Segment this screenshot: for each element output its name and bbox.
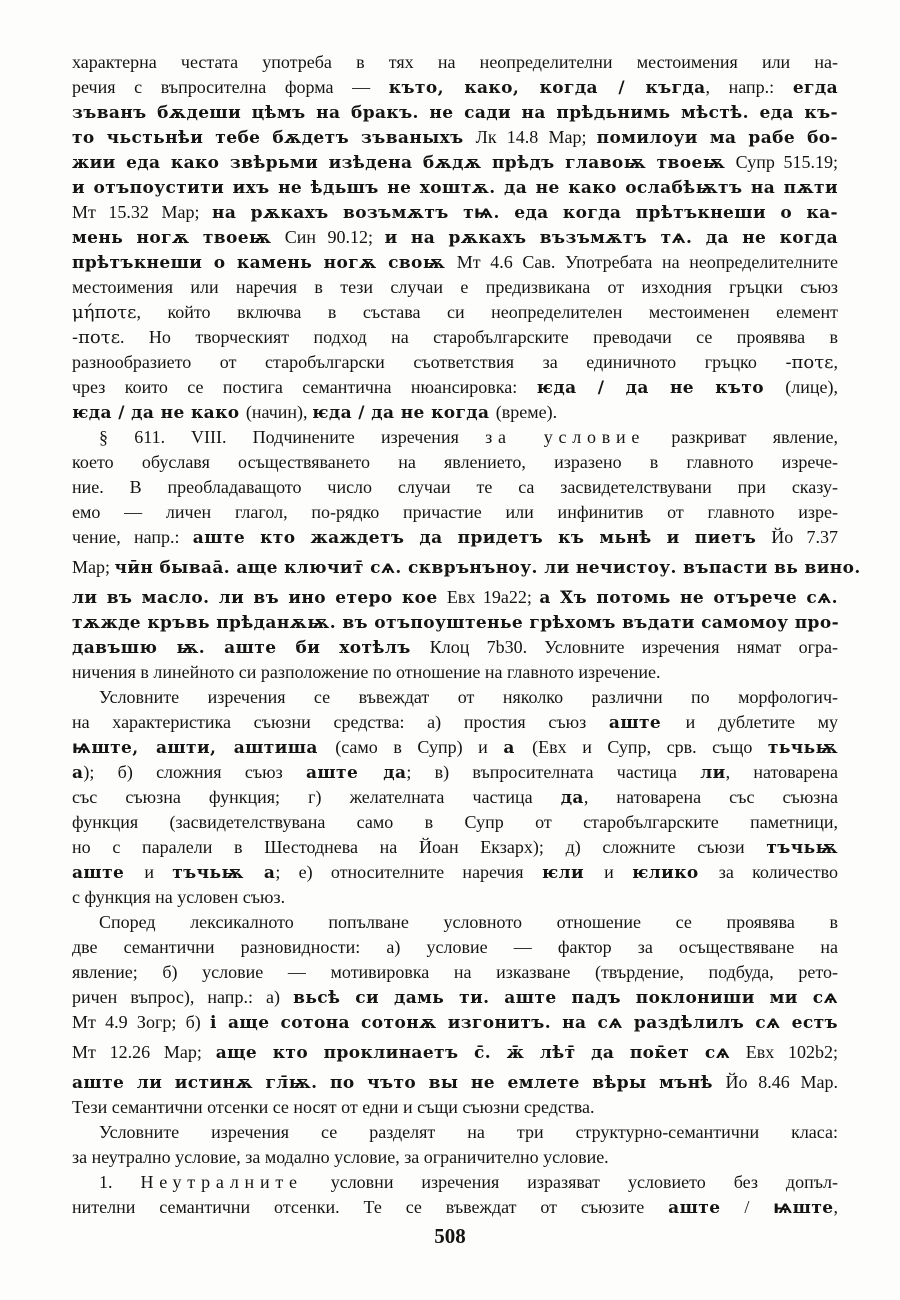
old-bulgarian-quote: егда (792, 78, 838, 98)
body-text: и (144, 862, 173, 882)
body-text: (само в Супр) и (335, 737, 504, 757)
body-text: ничения в линейното си разположение по отношение на главното изречение. (72, 662, 661, 682)
text-line (72, 1195, 838, 1220)
old-bulgarian-quote: жии еда како звѣрьми изѣдена бѫдѫ прѣдъ главоѭ твоеѭ (72, 153, 736, 173)
old-bulgarian-quote: чӣн бываа̄. аще ключит̄ сѧ. скврънъноу. ли нечистоу. въпасти вь вино. (114, 558, 861, 578)
body-text: , натоварена (725, 762, 838, 782)
text-line (72, 525, 838, 550)
old-bulgarian-quote: аште да (305, 763, 407, 783)
old-bulgarian-quote: аще кто проклинаетъ с̄. ж̄ лѣт̄ да пок̄ет сѧ (215, 1043, 746, 1063)
old-bulgarian-quote: мень ногѫ твоеѭ (72, 228, 285, 248)
text-line (72, 175, 838, 200)
body-text: Условните изречения се въвеждат от няколко различни по морфологич- (99, 687, 838, 707)
body-text: Евх 19а22; (446, 587, 540, 607)
text-line (72, 935, 838, 960)
text-line (72, 375, 838, 400)
body-text: , напр.: (705, 77, 793, 97)
body-text: Условните изречения се разделят на три структурно-семантични класа: (99, 1122, 838, 1142)
body-text: функция (засвидетелствувана само в Супр от старобългарските паметници, (72, 812, 838, 832)
text-line (72, 785, 838, 810)
text-line (72, 685, 838, 710)
body-text: чение, напр.: (72, 527, 193, 547)
text-line (72, 500, 838, 525)
body-text: Супр 515.19; (735, 152, 838, 172)
body-text: с функция на условен съюз. (72, 887, 286, 907)
text-line (72, 835, 838, 860)
emphasized-term: за условие (485, 427, 646, 447)
text-line (72, 450, 838, 475)
body-text: нителни семантични отсенки. Те се въвеждат от съюзите (72, 1197, 669, 1217)
body-text: , който включва в състава си неопределителен местоименен елемент (136, 302, 838, 322)
old-bulgarian-quote: вьсѣ си дамь ти. аште падъ поклониши ми сѧ (293, 988, 839, 1008)
old-bulgarian-quote: тьчьѭ (767, 738, 839, 758)
body-text: разнообразието от старобългарски съответствия за единичното гръцко (72, 352, 786, 372)
old-bulgarian-quote: тъчьѭ а (172, 863, 276, 883)
body-text: Тези семантични отсенки се носят от едни и същи съюзни средства. (72, 1097, 595, 1117)
old-bulgarian-quote: а (72, 763, 84, 783)
page-text (72, 50, 861, 1220)
old-bulgarian-quote: аште (72, 863, 145, 883)
old-bulgarian-quote: и отъпоустити ихъ не ѣдьшъ не хоштѫ. да не како ослабѣѭтъ на пѫти (72, 178, 838, 198)
body-text: и (604, 862, 633, 882)
body-text: / (720, 1197, 774, 1217)
old-bulgarian-quote: аште (668, 1198, 721, 1218)
text-line (72, 225, 838, 250)
old-bulgarian-quote: и на рѫкахъ възъмѫтъ тѧ. да не когда (384, 228, 838, 248)
body-text: Според лексикалното попълване условното отношение се проявява в (99, 912, 838, 932)
text-line (72, 735, 838, 760)
body-text: което обуславя осъществяването на явлението, изразено в главното изрече- (72, 452, 838, 472)
text-line (72, 50, 838, 75)
body-text: разкриват явление, (645, 427, 838, 447)
text-line (72, 960, 838, 985)
text-line (72, 1010, 838, 1035)
text-line (72, 760, 838, 785)
body-text: ; в) въпросителната частица (406, 762, 701, 782)
text-line (72, 1040, 838, 1065)
body-text: Мт 4.9 Зогр; б) (72, 1012, 211, 1032)
old-bulgarian-quote: ѥда / да не когда (312, 403, 496, 423)
emphasized-term: Неутралните (140, 1172, 303, 1192)
old-bulgarian-quote: а (503, 738, 533, 758)
body-text: характерна честата употреба в тях на неопределителни местоимения или на- (72, 52, 838, 72)
text-line (72, 610, 838, 635)
text-line (72, 125, 838, 150)
body-text: , (833, 1197, 838, 1217)
text-line (72, 300, 838, 325)
text-line (72, 985, 838, 1010)
old-bulgarian-quote: ли (700, 763, 726, 783)
body-text: Йо 8.46 Мар. (725, 1072, 838, 1092)
body-text: но с паралели в Шестоднева на Йоан Екзарх); д) сложните съюзи (72, 837, 767, 857)
old-bulgarian-quote: то чьстьнѣи тебе бѫдетъ зъваныхъ (72, 128, 476, 148)
text-line (72, 100, 838, 125)
text-line (72, 660, 838, 685)
old-bulgarian-quote: і аще сотона сотонѫ изгонитъ. на сѧ раздѣлилъ сѧ естъ (210, 1013, 838, 1033)
old-bulgarian-quote: аште (608, 713, 686, 733)
body-text: Клоц 7b30. Условните изречения нямат огра- (429, 637, 838, 657)
old-bulgarian-quote: къто, како, когда / къгда (388, 78, 706, 98)
old-bulgarian-quote: тѫжде кръвь прѣданѫѭ. въ отъпоуштенье грѣхомъ въдати самомоу про- (72, 613, 840, 633)
text-line (72, 475, 838, 500)
text-line (72, 1120, 838, 1145)
greek-term: μήποτε (72, 302, 137, 323)
old-bulgarian-quote: да (560, 788, 584, 808)
old-bulgarian-quote: ли въ масло. ли въ ино етеро кое (72, 588, 447, 608)
body-text: Мт 12.26 Мар; (72, 1042, 216, 1062)
body-text: със съюзна функция; г) желателната частица (72, 787, 561, 807)
body-text: (начин), (245, 402, 313, 422)
body-text: Мар; (72, 557, 115, 577)
body-text: чрез които се постига семантична нюансировка: (72, 377, 537, 397)
body-text: § 611. VIII. Подчинените изречения (99, 427, 486, 447)
text-line (72, 400, 838, 425)
body-text: явление; б) условие — мотивировка на изказване (твърдение, подбуда, рето- (72, 962, 838, 982)
text-line (72, 250, 838, 275)
body-text: Лк 14.8 Мар; (475, 127, 597, 147)
text-line (72, 1145, 838, 1170)
text-line (72, 200, 838, 225)
text-line (72, 425, 838, 450)
body-text: на характеристика съюзни средства: а) простия съюз (72, 712, 609, 732)
body-text: местоимения или наречия в тези случаи е предизвикана от изходния гръцки съюз (72, 277, 838, 297)
old-bulgarian-quote: аште кто жаждетъ да придетъ къ мьнѣ и пиетъ (192, 528, 772, 548)
text-line (72, 275, 838, 300)
text-line (72, 860, 838, 885)
text-line (72, 150, 838, 175)
text-line (72, 810, 838, 835)
text-line (72, 75, 838, 100)
body-text: , (833, 352, 838, 372)
old-bulgarian-quote: тъчьѭ (766, 838, 838, 858)
greek-term: -ποτε (72, 327, 121, 348)
body-text: 1. (99, 1172, 141, 1192)
old-bulgarian-quote: давъшю ѭ. аште би хотѣлъ (72, 638, 430, 658)
old-bulgarian-quote: прѣтъкнеши о камень ногѫ своѭ (72, 253, 457, 273)
body-text: Мт 4.6 Сав. Употребата на неопределителните (456, 252, 838, 272)
body-text: (Евх и Супр, срв. също (532, 737, 768, 757)
text-line (72, 585, 838, 610)
old-bulgarian-quote: зъванъ бѫдеши цѣмъ на бракъ. не сади на прѣдьнимь мѣстѣ. еда къ- (72, 103, 838, 123)
text-line (72, 710, 838, 735)
body-text: за количество (718, 862, 839, 882)
old-bulgarian-quote: ѥда / да не како (72, 403, 246, 423)
text-line (72, 325, 838, 350)
old-bulgarian-quote: ѩште (773, 1198, 834, 1218)
page-number: 508 (434, 1224, 466, 1248)
body-text: емо — личен глагол, по-рядко причастие или инфинитив от главното изре- (72, 502, 838, 522)
text-line (72, 885, 838, 910)
body-text: Мт 15.32 Мар; (72, 202, 213, 222)
body-text: (време). (495, 402, 558, 422)
old-bulgarian-quote: ѥли (541, 863, 605, 883)
body-text: ; е) относителните наречия (275, 862, 542, 882)
text-line (72, 635, 838, 660)
body-text: Син 90.12; (284, 227, 385, 247)
text-line (72, 1070, 838, 1095)
body-text: и дублетите му (685, 712, 839, 732)
greek-term: -ποτε (785, 352, 834, 373)
old-bulgarian-quote: на рѫкахъ возъмѫтъ тѩ. еда когда прѣтъкнеши о ка- (212, 203, 838, 223)
text-line (72, 1095, 838, 1120)
old-bulgarian-quote: ѥда / да не къто (536, 378, 786, 398)
old-bulgarian-quote: ѥлико (632, 863, 719, 883)
old-bulgarian-quote: помилоуи ма рабе бо- (596, 128, 839, 148)
body-text: ние. В преобладаващото число случаи те са засвидетелствувани при сказу- (72, 477, 838, 497)
body-text: ричен въпрос), напр.: а) (72, 987, 294, 1007)
old-bulgarian-quote: ѩште, ашти, аштиша (72, 738, 336, 758)
old-bulgarian-quote: а Х̄ъ потомь не отърече сѧ. (539, 588, 838, 608)
body-text: . Но творческият подход на старобългарските преводачи се проявява в (120, 327, 838, 347)
body-text: , натоварена със съюзна (583, 787, 838, 807)
body-text: (лице), (785, 377, 839, 397)
body-text: Евх 102b2; (745, 1042, 839, 1062)
body-text: речия с въпросителна форма — (72, 77, 389, 97)
text-line (72, 910, 838, 935)
text-line (72, 350, 838, 375)
body-text: ); б) сложния съюз (83, 762, 306, 782)
body-text: условни изречения изразяват условието без допъл- (302, 1172, 839, 1192)
body-text: Йо 7.37 (771, 527, 838, 547)
body-text: за неутрално условие, за модално условие, за ограничително условие. (72, 1147, 609, 1167)
text-line (72, 555, 861, 580)
old-bulgarian-quote: аште ли истинѫ гл̄ѭ. по чъто вы не емлете вѣры мънѣ (72, 1073, 726, 1093)
body-text: две семантични разновидности: а) условие — фактор за осъществяване на (72, 937, 838, 957)
text-line (72, 1170, 838, 1195)
